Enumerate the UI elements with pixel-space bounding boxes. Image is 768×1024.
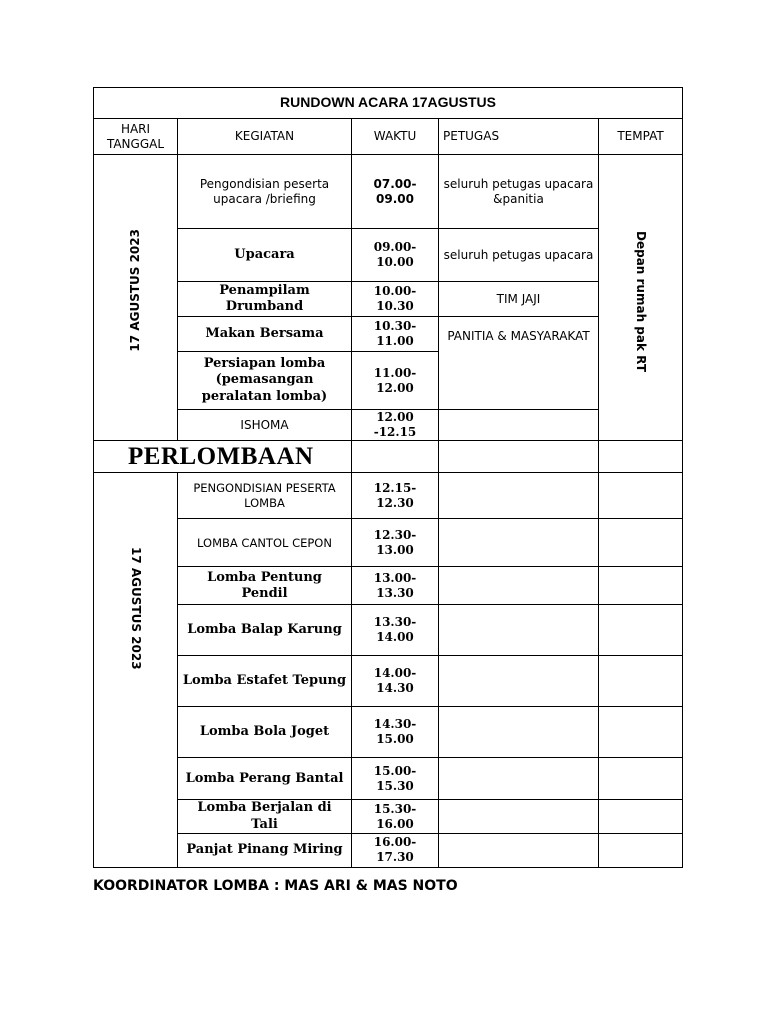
petugas-cell (439, 758, 599, 800)
petugas-cell (439, 833, 599, 867)
table-row (94, 567, 683, 605)
tempat-cell (599, 155, 683, 441)
table-row (94, 282, 683, 317)
waktu-cell: 12.00 -12.15 (352, 410, 439, 441)
kegiatan-cell: Lomba Estafet Tepung (178, 656, 352, 707)
waktu-cell: 15.30-16.00 (352, 800, 439, 834)
kegiatan-cell: Makan Bersama (178, 317, 352, 352)
table-row (94, 317, 683, 352)
tempat-cell (599, 800, 683, 834)
date-cell (94, 473, 178, 868)
waktu-cell: 15.00-15.30 (352, 758, 439, 800)
table-row (94, 707, 683, 758)
waktu-cell: 12.30-13.00 (352, 519, 439, 567)
petugas-cell (439, 519, 599, 567)
waktu-cell: 16.00-17.30 (352, 833, 439, 867)
kegiatan-cell: Lomba Balap Karung (178, 605, 352, 656)
waktu-cell: 14.30-15.00 (352, 707, 439, 758)
tempat-cell (599, 758, 683, 800)
tempat-cell (599, 833, 683, 867)
table-row (94, 155, 683, 229)
table-row (94, 800, 683, 834)
kegiatan-cell: LOMBA CANTOL CEPON (178, 519, 352, 567)
waktu-cell: 13.30-14.00 (352, 605, 439, 656)
kegiatan-cell: Upacara (178, 229, 352, 282)
kegiatan-cell: Lomba Pentung Pendil (178, 567, 352, 605)
table-title: RUNDOWN ACARA 17AGUSTUS (94, 88, 683, 119)
petugas-cell (439, 410, 599, 441)
waktu-cell: 12.15-12.30 (352, 473, 439, 519)
tempat-cell (599, 656, 683, 707)
petugas-cell (439, 656, 599, 707)
date-label: 17 AGUSTUS 2023 (129, 547, 143, 670)
empty-cell (599, 441, 683, 473)
kegiatan-cell: Lomba Perang Bantal (178, 758, 352, 800)
table-row (94, 473, 683, 519)
table-row (94, 833, 683, 867)
petugas-cell: TIM JAJI (439, 282, 599, 317)
tempat-cell (599, 605, 683, 656)
table-row (94, 410, 683, 441)
kegiatan-cell: Penampilam Drumband (178, 282, 352, 317)
waktu-cell: 10.30-11.00 (352, 317, 439, 352)
petugas-cell (439, 605, 599, 656)
waktu-cell: 07.00-09.00 (352, 155, 439, 229)
tempat-cell (599, 473, 683, 519)
header-waktu: WAKTU (352, 119, 439, 155)
petugas-cell: seluruh petugas upacara (439, 229, 599, 282)
waktu-cell: 11.00-12.00 (352, 352, 439, 410)
empty-cell (439, 441, 599, 473)
footer-coordinator: KOORDINATOR LOMBA : MAS ARI & MAS NOTO (93, 878, 458, 894)
kegiatan-cell: Panjat Pinang Miring (178, 833, 352, 867)
petugas-cell (439, 800, 599, 834)
waktu-cell: 10.00-10.30 (352, 282, 439, 317)
rundown-table (93, 87, 683, 868)
section-title: PERLOMBAAN (94, 441, 352, 473)
tempat-cell (599, 567, 683, 605)
table-row (94, 758, 683, 800)
title-row (94, 88, 683, 119)
petugas-cell (439, 707, 599, 758)
table-row (94, 229, 683, 282)
header-tempat: TEMPAT (599, 119, 683, 155)
empty-cell (352, 441, 439, 473)
petugas-cell (439, 567, 599, 605)
place-label: Depan rumah pak RT (634, 231, 649, 373)
waktu-cell: 09.00-10.00 (352, 229, 439, 282)
kegiatan-cell: ISHOMA (178, 410, 352, 441)
tempat-cell (599, 519, 683, 567)
kegiatan-cell: Pengondisian peserta upacara /briefing (178, 155, 352, 229)
section-row (94, 441, 683, 473)
waktu-cell: 13.00-13.30 (352, 567, 439, 605)
header-kegiatan: KEGIATAN (178, 119, 352, 155)
header-row (94, 119, 683, 155)
kegiatan-cell: Lomba Berjalan di Tali (178, 800, 352, 834)
petugas-cell: seluruh petugas upacara &panitia (439, 155, 599, 229)
kegiatan-cell: PENGONDISIAN PESERTA LOMBA (178, 473, 352, 519)
tempat-cell (599, 707, 683, 758)
petugas-cell: PANITIA & MASYARAKAT (439, 317, 599, 410)
header-hari-tanggal: HARI TANGGAL (94, 119, 178, 155)
kegiatan-cell: Lomba Bola Joget (178, 707, 352, 758)
header-petugas: PETUGAS (439, 119, 599, 155)
date-label: 17 AGUSTUS 2023 (128, 229, 142, 352)
table-row (94, 519, 683, 567)
petugas-cell (439, 473, 599, 519)
waktu-cell: 14.00-14.30 (352, 656, 439, 707)
date-cell (94, 155, 178, 441)
table-row (94, 605, 683, 656)
table-row (94, 656, 683, 707)
kegiatan-cell: Persiapan lomba (pemasangan peralatan lomba) (178, 352, 352, 410)
